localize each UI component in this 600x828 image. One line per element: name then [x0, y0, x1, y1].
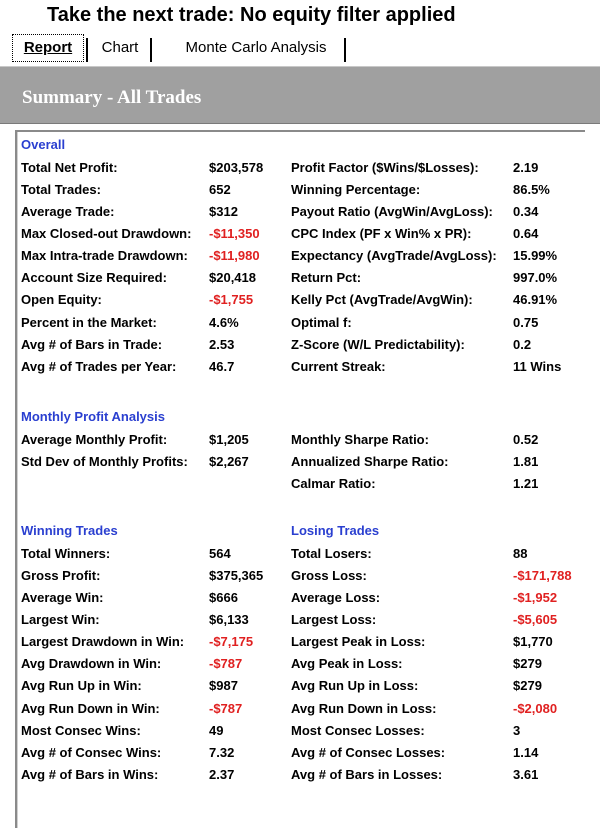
winning-stat-label: Largest Drawdown in Win: [21, 634, 185, 650]
losing-stat-label: Total Losers: [291, 545, 372, 561]
tab-monte-carlo-analysis[interactable]: Monte Carlo Analysis [185, 39, 327, 56]
overall-ratio-label: CPC Index (PF x Win% x PR): [291, 225, 472, 241]
overall-stat-value: 4.6% [209, 314, 239, 330]
losing-stat-value: 1.14 [513, 744, 539, 760]
overall-stat-value: -$11,350 [209, 225, 260, 241]
losing-stat-value: 3.61 [513, 767, 539, 782]
monthly-ratio-label: Monthly Sharpe Ratio: [291, 432, 429, 447]
losing-stat-value: -$171,788 [513, 567, 572, 583]
winning-stat-value: 564 [209, 545, 231, 561]
overall-stat-label: Max Closed-out Drawdown: [21, 225, 192, 241]
losing-stat-label: Avg # of Bars in Losses: [291, 767, 443, 782]
overall-ratio-value: 15.99% [513, 248, 558, 264]
overall-stat-label: Avg # of Trades per Year: [21, 358, 177, 374]
overall-ratio-value: 2.19 [513, 159, 539, 175]
report-tabs [0, 34, 600, 66]
losing-stat-label: Avg Run Up in Loss: [291, 678, 419, 694]
monthly-ratio-value: 1.21 [513, 476, 539, 492]
overall-ratio-label: Expectancy (AvgTrade/AvgLoss): [291, 248, 497, 264]
winning-stat-value: $666 [209, 589, 238, 605]
losing-stat-label: Largest Loss: [291, 611, 377, 627]
overall-stat-label: Max Intra-trade Drawdown: [21, 248, 188, 264]
monthly-stat-label: Std Dev of Monthly Profits: [21, 454, 188, 470]
winning-stat-value: $375,365 [209, 567, 264, 583]
overall-stat-value: $20,418 [209, 270, 256, 286]
winning-stat-value: $6,133 [209, 611, 249, 627]
winning-stat-value: -$787 [209, 656, 243, 672]
winning-stat-label: Avg Run Up in Win: [21, 678, 142, 694]
summary-title: Summary - All Trades [22, 87, 202, 108]
winning-stat-value: -$7,175 [209, 634, 254, 650]
section-heading-monthly-profit: Monthly Profit Analysis [21, 409, 165, 424]
winning-stat-label: Total Winners: [21, 545, 111, 561]
overall-stat-value: 652 [209, 181, 231, 197]
monthly-ratio-label: Annualized Sharpe Ratio: [291, 454, 449, 470]
overall-stat-value: $203,578 [209, 159, 264, 175]
monthly-ratio-value: 0.52 [513, 432, 539, 447]
losing-stat-label: Avg Peak in Loss: [291, 656, 403, 672]
losing-stat-label: Avg Run Down in Loss: [291, 700, 437, 716]
overall-stat-value: $312 [209, 203, 238, 219]
overall-ratio-label: Profit Factor ($Wins/$Losses): [291, 159, 479, 175]
losing-stat-label: Gross Loss: [291, 567, 367, 583]
tab-divider [86, 38, 88, 62]
losing-stat-value: $279 [513, 656, 542, 672]
overall-ratio-label: Optimal f: [291, 314, 352, 330]
monthly-stat-value: $1,205 [209, 432, 249, 447]
overall-ratio-value: 0.64 [513, 225, 539, 241]
overall-ratio-label: Return Pct: [291, 270, 362, 286]
overall-ratio-value: 46.91% [513, 292, 558, 308]
overall-stat-label: Account Size Required: [21, 270, 167, 286]
losing-stat-value: -$1,952 [513, 589, 558, 605]
tab-chart[interactable]: Chart [101, 39, 139, 56]
overall-ratio-value: 0.75 [513, 314, 539, 330]
losing-stat-value: $279 [513, 678, 542, 694]
overall-stat-value: 2.53 [209, 336, 235, 352]
overall-ratio-value: 11 Wins [513, 358, 562, 374]
section-heading-winning-trades: Winning Trades [21, 523, 118, 538]
losing-stat-label: Largest Peak in Loss: [291, 634, 426, 650]
section-heading-losing-trades: Losing Trades [291, 523, 380, 538]
overall-ratio-label: Kelly Pct (AvgTrade/AvgWin): [291, 292, 473, 308]
winning-stat-label: Avg Drawdown in Win: [21, 656, 162, 672]
winning-stat-label: Largest Win: [21, 611, 100, 627]
losing-stat-label: Most Consec Losses: [291, 722, 425, 738]
overall-ratio-value: 997.0% [513, 270, 558, 286]
tab-divider [344, 38, 346, 62]
overall-stat-value: -$11,980 [209, 248, 260, 264]
winning-stat-value: $987 [209, 678, 238, 694]
overall-ratio-label: Winning Percentage: [291, 181, 421, 197]
losing-stat-value: 88 [513, 545, 528, 561]
overall-stat-label: Avg # of Bars in Trade: [21, 336, 163, 352]
tab-divider [150, 38, 152, 62]
overall-stat-label: Total Trades: [21, 181, 101, 197]
overall-ratio-value: 0.34 [513, 203, 539, 219]
losing-stat-value: 3 [513, 722, 521, 738]
winning-stat-value: 49 [209, 722, 224, 738]
monthly-ratio-value: 1.81 [513, 454, 539, 470]
overall-stat-value: -$1,755 [209, 292, 254, 308]
losing-stat-label: Avg # of Consec Losses: [291, 744, 446, 760]
winning-stat-label: Avg Run Down in Win: [21, 700, 160, 716]
monthly-stat-label: Average Monthly Profit: [21, 432, 168, 447]
overall-stat-label: Average Trade: [21, 203, 115, 219]
overall-ratio-value: 0.2 [513, 336, 532, 352]
overall-stat-value: 46.7 [209, 358, 235, 374]
winning-stat-label: Gross Profit: [21, 567, 101, 583]
winning-stat-label: Most Consec Wins: [21, 722, 141, 738]
losing-stat-value: -$2,080 [513, 700, 558, 716]
overall-stat-label: Total Net Profit: [21, 159, 118, 175]
winning-stat-label: Average Win: [21, 589, 104, 605]
page-title: Take the next trade: No equity filter applied [47, 4, 456, 26]
overall-ratio-label: Z-Score (W/L Predictability): [291, 336, 465, 352]
section-heading-overall: Overall [21, 137, 66, 152]
winning-stat-label: Avg # of Consec Wins: [21, 744, 162, 760]
losing-stat-value: $1,770 [513, 634, 553, 650]
winning-stat-label: Avg # of Bars in Wins: [21, 767, 159, 782]
overall-stat-label: Open Equity: [21, 292, 102, 308]
losing-stat-label: Average Loss: [291, 589, 381, 605]
winning-stat-value: -$787 [209, 700, 243, 716]
winning-stat-value: 2.37 [209, 767, 235, 782]
tab-report[interactable]: Report [12, 34, 84, 62]
monthly-stat-value: $2,267 [209, 454, 249, 470]
overall-stat-label: Percent in the Market: [21, 314, 157, 330]
summary-header [0, 66, 600, 124]
winning-stat-value: 7.32 [209, 744, 235, 760]
overall-ratio-label: Current Streak: [291, 358, 386, 374]
monthly-ratio-label: Calmar Ratio: [291, 476, 376, 492]
losing-stat-value: -$5,605 [513, 611, 558, 627]
overall-ratio-label: Payout Ratio (AvgWin/AvgLoss): [291, 203, 493, 219]
overall-ratio-value: 86.5% [513, 181, 550, 197]
